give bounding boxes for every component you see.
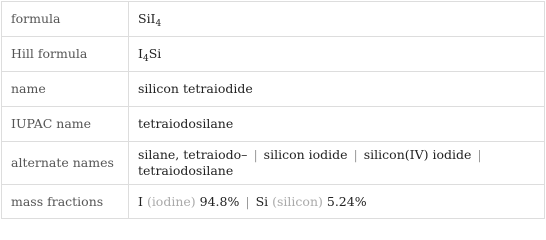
hill-subscript: 4 [142, 54, 149, 64]
name-value: silicon tetraiodide [129, 72, 545, 107]
alternate-name: tetraiodosilane [138, 163, 234, 178]
row-label: Hill formula [2, 37, 129, 72]
alternate-name: silane, tetraiodo– [138, 147, 248, 162]
element-symbol: Si [255, 193, 269, 209]
element-symbol: I [138, 193, 143, 209]
element-percent: 5.24% [326, 193, 367, 209]
mass-fractions-value [129, 185, 545, 219]
row-label: IUPAC name [2, 107, 129, 142]
row-label: name [2, 72, 129, 107]
hill-element: I [138, 46, 143, 61]
alternate-names-value [129, 142, 545, 185]
table-row-name [2, 72, 545, 107]
separator: | [245, 193, 250, 209]
table-row-iupac-name [2, 107, 545, 142]
row-label: mass fractions [2, 185, 129, 219]
formula-value [129, 2, 545, 37]
element-name: (silicon) [272, 193, 323, 209]
hill-formula-value [129, 37, 545, 72]
table-row-alternate-names [2, 142, 545, 185]
row-label: alternate names [2, 142, 129, 185]
separator: | [253, 147, 258, 162]
hill-suffix: Si [148, 46, 162, 61]
formula-subscript: 4 [155, 19, 162, 29]
table-row-mass-fractions [2, 185, 545, 219]
alternate-name: silicon(IV) iodide [363, 147, 472, 162]
element-name: (iodine) [146, 193, 196, 209]
separator: | [477, 147, 482, 162]
formula-element: SiI [138, 11, 156, 26]
table-row-hill-formula [2, 37, 545, 72]
separator: | [353, 147, 358, 162]
element-percent: 94.8% [199, 193, 240, 209]
table-row-formula [2, 2, 545, 37]
alternate-name: silicon iodide [263, 147, 348, 162]
iupac-name-value: tetraiodosilane [129, 107, 545, 142]
properties-table [1, 1, 545, 219]
row-label: formula [2, 2, 129, 37]
